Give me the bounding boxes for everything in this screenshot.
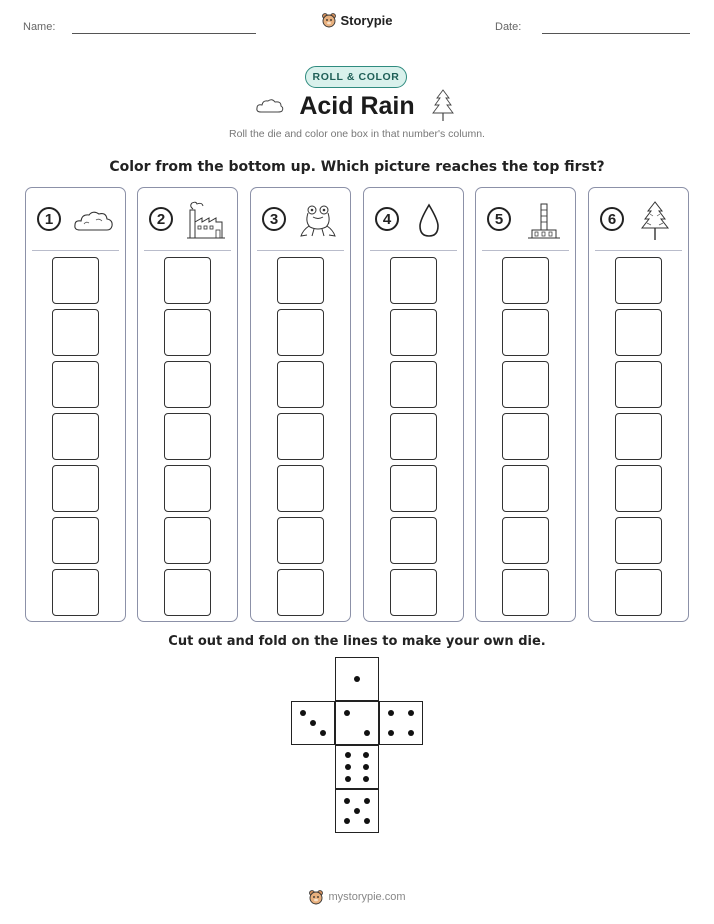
color-box[interactable] [615, 413, 662, 460]
number-badge: 3 [262, 207, 286, 231]
footer [0, 889, 714, 905]
color-box[interactable] [502, 361, 549, 408]
column-6 [588, 187, 689, 622]
brand-logo [0, 12, 714, 28]
color-box[interactable] [502, 517, 549, 564]
color-box[interactable] [615, 309, 662, 356]
color-box[interactable] [277, 569, 324, 616]
column-divider [32, 250, 119, 251]
column-divider [370, 250, 457, 251]
number-badge: 1 [37, 207, 61, 231]
die-face-5 [335, 789, 379, 833]
column-header [26, 188, 125, 250]
color-box[interactable] [502, 257, 549, 304]
color-box[interactable] [390, 257, 437, 304]
die-face-4 [379, 701, 423, 745]
column-2 [137, 187, 238, 622]
subtitle: Roll the die and color one box in that number's column. [229, 128, 485, 140]
column-5 [475, 187, 576, 622]
number-badge: 4 [375, 207, 399, 231]
column-divider [595, 250, 682, 251]
column-divider [257, 250, 344, 251]
color-box[interactable] [52, 309, 99, 356]
color-box[interactable] [277, 413, 324, 460]
color-box[interactable] [164, 309, 211, 356]
column-header [138, 188, 237, 250]
die-pip [408, 710, 414, 716]
column-header [364, 188, 463, 250]
color-box[interactable] [164, 465, 211, 512]
color-box[interactable] [277, 517, 324, 564]
color-box[interactable] [164, 517, 211, 564]
cloud-icon [72, 200, 116, 242]
name-label: Name: [23, 21, 56, 33]
die-face-1 [335, 657, 379, 701]
color-box[interactable] [52, 569, 99, 616]
die-pip [388, 710, 394, 716]
color-box[interactable] [615, 569, 662, 616]
date-label: Date: [495, 21, 522, 33]
die-pip [345, 776, 351, 782]
column-header [476, 188, 575, 250]
column-4 [363, 187, 464, 622]
color-box[interactable] [502, 309, 549, 356]
color-box[interactable] [277, 257, 324, 304]
pine-tree-icon [635, 200, 679, 242]
number-badge: 2 [149, 207, 173, 231]
brand-name: Storypie [340, 12, 393, 28]
smokestack-icon [522, 200, 566, 242]
name-line[interactable] [72, 33, 256, 34]
color-box[interactable] [615, 517, 662, 564]
die-pip [408, 730, 414, 736]
die-pip [388, 730, 394, 736]
color-box[interactable] [615, 465, 662, 512]
die-pip [363, 752, 369, 758]
color-box[interactable] [52, 361, 99, 408]
color-box[interactable] [277, 309, 324, 356]
column-1 [25, 187, 126, 622]
column-3 [250, 187, 351, 622]
pine-tree-icon [430, 89, 456, 123]
bear-logo-icon [321, 12, 337, 28]
color-box[interactable] [390, 361, 437, 408]
roll-color-badge: ROLL & COLOR [305, 66, 407, 88]
die-pip [320, 730, 326, 736]
color-box[interactable] [52, 517, 99, 564]
number-badge: 6 [600, 207, 624, 231]
color-box[interactable] [390, 569, 437, 616]
color-box[interactable] [615, 257, 662, 304]
color-box[interactable] [390, 309, 437, 356]
page-title: Acid Rain [299, 92, 415, 120]
frog-icon [297, 200, 341, 242]
die-face-3 [291, 701, 335, 745]
die-pip [300, 710, 306, 716]
die-pip [354, 808, 360, 814]
color-box[interactable] [390, 517, 437, 564]
color-box[interactable] [277, 361, 324, 408]
color-box[interactable] [502, 569, 549, 616]
color-box[interactable] [277, 465, 324, 512]
die-instruction: Cut out and fold on the lines to make your own die. [168, 634, 546, 649]
die-pip [345, 752, 351, 758]
die-pip [345, 764, 351, 770]
color-box[interactable] [52, 413, 99, 460]
die-pip [344, 798, 350, 804]
color-box[interactable] [164, 257, 211, 304]
color-box[interactable] [615, 361, 662, 408]
die-pip [364, 730, 370, 736]
column-divider [482, 250, 569, 251]
die-pip [363, 764, 369, 770]
die-face-2 [335, 701, 379, 745]
die-pip [363, 776, 369, 782]
die-pip [344, 818, 350, 824]
die-pip [344, 710, 350, 716]
die-pip [364, 798, 370, 804]
color-box[interactable] [164, 569, 211, 616]
date-line[interactable] [542, 33, 690, 34]
die-pip [364, 818, 370, 824]
raindrop-icon [410, 200, 454, 242]
color-box[interactable] [390, 465, 437, 512]
column-header [251, 188, 350, 250]
color-box[interactable] [164, 361, 211, 408]
die-face-6 [335, 745, 379, 789]
die-pip [354, 676, 360, 682]
column-header [589, 188, 688, 250]
color-box[interactable] [164, 413, 211, 460]
die-pip [310, 720, 316, 726]
instruction-text: Color from the bottom up. Which picture reaches the top first? [109, 159, 605, 175]
color-box[interactable] [502, 413, 549, 460]
color-box[interactable] [502, 465, 549, 512]
color-box[interactable] [390, 413, 437, 460]
column-divider [144, 250, 231, 251]
bear-logo-icon [308, 889, 324, 905]
number-badge: 5 [487, 207, 511, 231]
footer-link[interactable]: mystorypie.com [328, 891, 406, 903]
color-box[interactable] [52, 465, 99, 512]
factory-icon [184, 200, 228, 242]
color-box[interactable] [52, 257, 99, 304]
